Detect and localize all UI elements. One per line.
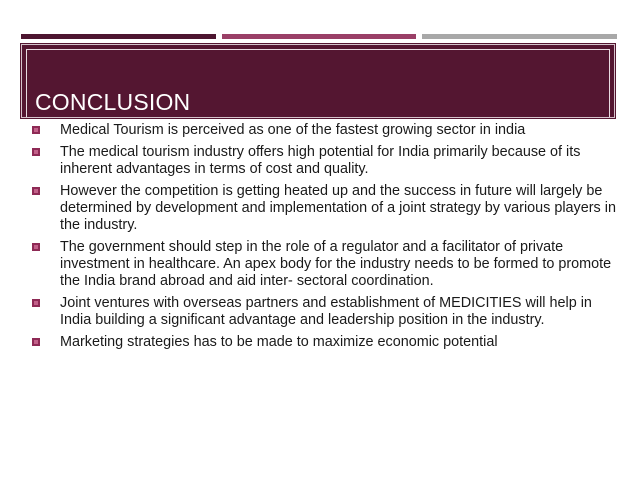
bullet-item	[32, 334, 617, 351]
decorative-top-bars	[21, 34, 617, 39]
slide-title: CONCLUSION	[35, 89, 191, 115]
bullet-item	[32, 144, 617, 178]
bullet-item	[32, 122, 617, 139]
bullet-item	[32, 295, 617, 329]
bullet-text: Medical Tourism is perceived as one of the fastest growing sector in india	[60, 122, 526, 138]
top-bar-dark	[21, 34, 216, 39]
bullet-text: Joint ventures with overseas partners and establishment of MEDICITIES will help in India building a significant advantage and leadership position in the industry.	[60, 295, 592, 328]
square-bullet-icon	[32, 243, 40, 251]
title-banner	[21, 44, 615, 118]
square-bullet-icon	[32, 338, 40, 346]
bullet-item	[32, 183, 617, 234]
top-bar-gray	[422, 34, 617, 39]
bullet-text: However the competition is getting heated up and the success in future will largely be determined by development and implementation of a joint strategy by various players in the industry.	[60, 183, 616, 233]
square-bullet-icon	[32, 299, 40, 307]
bullet-list	[32, 122, 617, 356]
square-bullet-icon	[32, 148, 40, 156]
bullet-text: Marketing strategies has to be made to maximize economic potential	[60, 334, 498, 350]
bullet-text: The government should step in the role of a regulator and a facilitator of private investment in healthcare. An apex body for the industry needs to be formed to promote the India brand abroad and aid inter- sectoral coordination.	[60, 239, 612, 289]
bullet-text: The medical tourism industry offers high potential for India primarily because of its inherent advantages in terms of cost and quality.	[60, 144, 581, 177]
square-bullet-icon	[32, 126, 40, 134]
top-bar-magenta	[222, 34, 416, 39]
bullet-item	[32, 239, 617, 290]
square-bullet-icon	[32, 187, 40, 195]
